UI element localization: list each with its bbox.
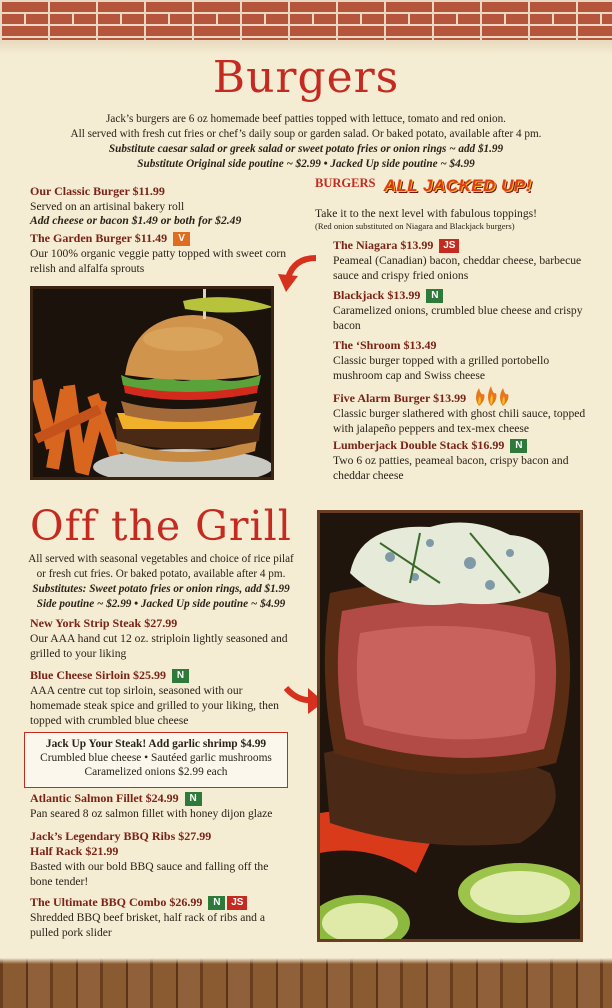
bbq-combo-item: The Ultimate BBQ Combo $26.99 N JS Shredded BBQ beef brisket, half rack of ribs and a pulled pork slider bbox=[30, 895, 266, 939]
flame-icon bbox=[473, 386, 513, 406]
n-badge: N bbox=[426, 289, 443, 303]
spicy-badge: JS bbox=[227, 896, 247, 910]
jacked-item: The Niagara $13.99 JS Peameal (Canadian) bacon, cheddar cheese, barbecue sauce and crispy fried onions bbox=[333, 238, 582, 282]
classic-burger-item bbox=[30, 184, 290, 227]
grill-title: Off the Grill bbox=[30, 502, 292, 550]
classic-burger-desc: Served on an artisinal bakery roll bbox=[30, 200, 185, 213]
garden-burger-desc: Our 100% organic veggie patty topped with sweet corn relish and alfalfa sprouts bbox=[30, 247, 287, 275]
jacked-header bbox=[315, 176, 532, 196]
bbq-ribs-item: Jack’s Legendary BBQ Ribs $27.99 Half Rack $21.99 Basted with our bold BBQ sauce and falling off the bone tender! bbox=[30, 829, 269, 888]
arrow-icon bbox=[274, 252, 318, 294]
burgers-intro: Jack’s burgers are 6 oz homemade beef patties topped with lettuce, tomato and red onion. All served with fresh cut fries or chef’s daily soup or garden salad. Or baked potato, available after 4 pm. Substitute caesar salad or greek salad or sweet potato fries or onion rings ~ add $1.99 Substitute Original side poutine ~ $2.99 • Jacked Up side poutine ~ $4.99 bbox=[70, 113, 542, 170]
jack-up-steak-callout: Jack Up Your Steak! Add garlic shrimp $4.99 Crumbled blue cheese • Sautéed garlic mushrooms Caramelized onions $2.99 each bbox=[24, 732, 288, 788]
jacked-item: Lumberjack Double Stack $16.99 N Two 6 oz patties, peameal bacon, crispy bacon and cheddar cheese bbox=[333, 438, 569, 482]
jacked-label: BURGERS bbox=[315, 176, 376, 190]
brick-header bbox=[0, 0, 612, 44]
burger-photo bbox=[30, 286, 274, 480]
burgers-title: Burgers bbox=[212, 52, 400, 103]
garden-burger-name: The Garden Burger $11.49 bbox=[30, 231, 168, 245]
n-badge: N bbox=[208, 896, 225, 910]
n-badge: N bbox=[185, 792, 202, 806]
salmon-item: Atlantic Salmon Fillet $24.99 N Pan seared 8 oz salmon fillet with honey dijon glaze bbox=[30, 791, 273, 820]
classic-burger-name: Our Classic Burger $11.99 bbox=[30, 184, 165, 198]
vegetarian-badge: V bbox=[173, 232, 190, 246]
n-badge: N bbox=[172, 669, 189, 683]
jacked-item: Five Alarm Burger $13.99 Classic burger slathered with ghost chili sauce, topped with jalapeño peppers and tex-mex cheese bbox=[333, 386, 595, 436]
jacked-item: Blackjack $13.99 N Caramelized onions, crumbled blue cheese and crispy bacon bbox=[333, 288, 583, 332]
jacked-note: (Red onion substituted on Niagara and Blackjack burgers) bbox=[315, 221, 515, 231]
jacked-item: The ‘Shroom $13.49 Classic burger topped with a grilled portobello mushroom cap and Swiss cheese bbox=[333, 338, 550, 382]
wood-footer bbox=[0, 958, 612, 1008]
n-badge: N bbox=[510, 439, 527, 453]
jacked-headline: ALL JACKED UP! bbox=[383, 176, 532, 195]
classic-burger-addon: Add cheese or bacon $1.49 or both for $2.49 bbox=[30, 214, 242, 227]
blue-cheese-sirloin-item: Blue Cheese Sirloin $25.99 N AAA centre cut top sirloin, seasoned with our homemade steak spice and grilled to your liking, then topped with crumbled blue cheese bbox=[30, 668, 279, 727]
spicy-badge: JS bbox=[439, 239, 459, 253]
garden-burger-item bbox=[30, 231, 288, 276]
steak-photo bbox=[317, 510, 583, 942]
strip-steak-item: New York Strip Steak $27.99 Our AAA hand cut 12 oz. striploin lightly seasoned and grilled to your liking bbox=[30, 616, 288, 660]
grill-intro: All served with seasonal vegetables and choice of rice pilaf or fresh cut fries. Or baked potato, available after 4 pm. Substitutes: Sweet potato fries or onion rings, add $1.99 Side poutine ~ $2.99 • Jacked Up side poutine ~ $4.99 bbox=[28, 553, 294, 610]
jacked-tagline: Take it to the next level with fabulous toppings! bbox=[315, 207, 538, 220]
